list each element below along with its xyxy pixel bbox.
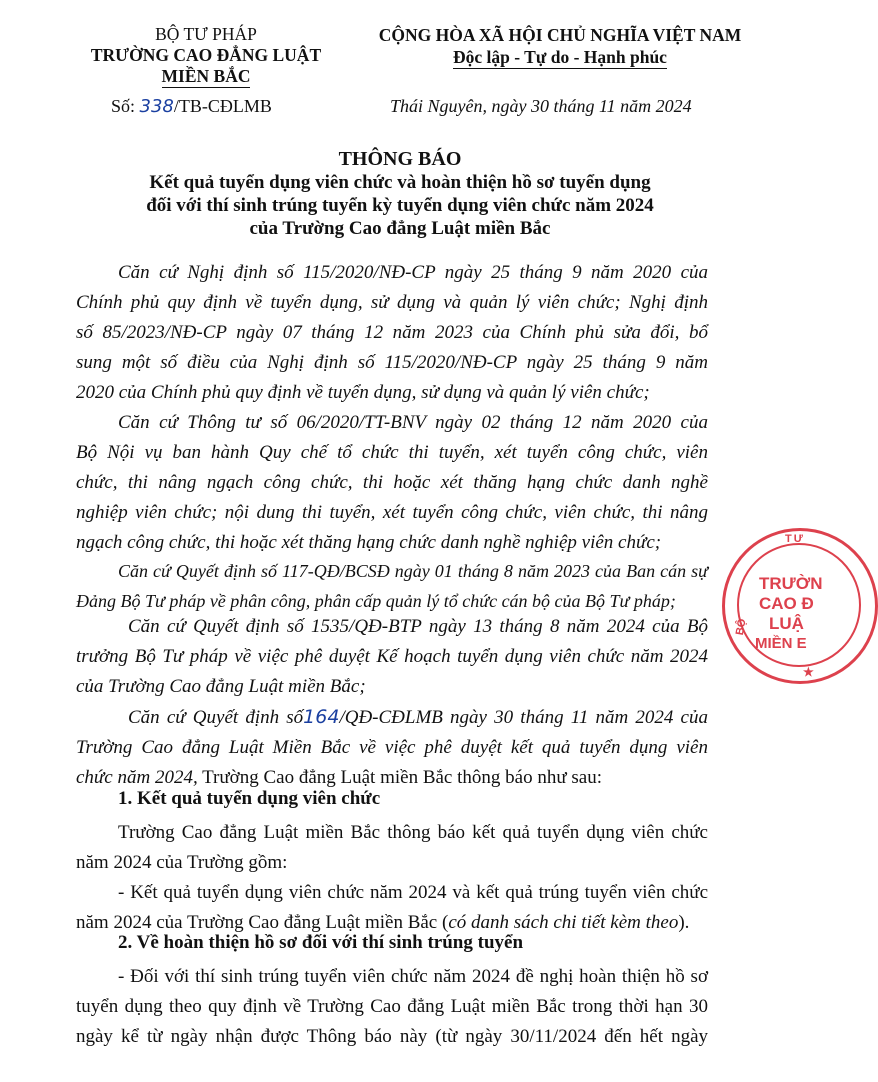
notice-subtitle-line2: đối với thí sinh trúng tuyển kỳ tuyển dụng viên chức năm 2024 (146, 195, 654, 216)
nation-name: CỘNG HÒA XÃ HỘI CHỦ NGHĨA VIỆT NAM (378, 25, 742, 45)
section2-heading: 2. Về hoàn thiện hồ sơ đối với thí sinh trúng tuyển (118, 932, 524, 953)
section1-heading: 1. Kết quả tuyển dụng viên chức (118, 788, 381, 809)
stamp-line-2: CAO Đ (759, 594, 814, 613)
motto: Độc lập - Tự do - Hạnh phúc (453, 47, 667, 67)
place-date: Thái Nguyên, ngày 30 tháng 11 năm 2024 (390, 96, 692, 116)
stamp-arc-text: TƯ (785, 533, 805, 545)
red-seal-stamp (722, 528, 878, 684)
ministry-name: BỘ TƯ PHÁP (155, 24, 257, 44)
handwritten-decision-number: 164 (303, 706, 340, 728)
school-name-line2: MIỀN BẮC (161, 66, 251, 86)
section1-paragraph-2: - Kết quả tuyển dụng viên chức năm 2024 và kết quả trúng tuyển viên chức năm 2024 của Trường Cao đẳng Luật miền Bắc (có danh sách chi tiết kèm theo). (76, 882, 708, 933)
notice-title-block (40, 148, 760, 240)
preamble-paragraph-4: Căn cứ Quyết định số 1535/QĐ-BTP ngày 13 tháng 8 năm 2024 của Bộ trưởng Bộ Tư pháp về việc phê duyệt Kế hoạch tuyển dụng viên chức năm 2024 của Trường Cao đẳng Luật miền Bắc; (76, 616, 708, 697)
stamp-line-1: TRƯỜN (759, 574, 823, 593)
preamble-paragraph-5: Căn cứ Quyết định số164/QĐ-CĐLMB ngày 30 tháng 11 năm 2024 của Trường Cao đẳng Luật Miền Bắc về việc phê duyệt kết quả tuyển dụng viên chức năm 2024, Trường Cao đẳng Luật miền Bắc thông báo như sau: (76, 706, 708, 788)
stamp-line-4: MIỀN E (755, 635, 807, 652)
preamble-paragraph-1: Căn cứ Nghị định số 115/2020/NĐ-CP ngày 25 tháng 9 năm 2020 của Chính phủ quy định về tuyển dụng, sử dụng và quản lý viên chức; Nghị định số 85/2023/NĐ-CP ngày 07 tháng 12 năm 2023 của Chính phủ sửa đổi, bổ sung một số điều của Nghị định số 115/2020/NĐ-CP ngày 25 tháng 9 năm 2020 của Chính phủ quy định về tuyển dụng, sử dụng và quản lý viên chức; (76, 262, 708, 403)
header-right-block (340, 24, 780, 69)
number-suffix: /TB-CĐLMB (173, 96, 272, 116)
notice-subtitle-line1: Kết quả tuyển dụng viên chức và hoàn thiện hồ sơ tuyển dụng (149, 172, 651, 193)
document-number (111, 96, 272, 117)
header-left-block (56, 24, 356, 88)
section2-paragraph: - Đối với thí sinh trúng tuyển viên chức năm 2024 đề nghị hoàn thiện hồ sơ tuyển dụng theo quy định về Trường Cao đẳng Luật miền Bắc trong thời hạn 30 ngày kể từ ngày nhận được Thông báo này (từ ngày 30/11/2024 đến hết ngày (76, 966, 708, 1047)
handwritten-number: 338 (139, 96, 174, 117)
stamp-line-3: LUẬ (769, 614, 804, 633)
preamble-paragraph-2: Căn cứ Thông tư số 06/2020/TT-BNV ngày 02 tháng 12 năm 2020 của Bộ Nội vụ ban hành Quy chế tổ chức thi tuyển, xét tuyển công chức, viên chức, thi nâng ngạch công chức, thi hoặc xét thăng hạng chức danh nghề nghiệp viên chức; nội dung thi tuyển, xét tuyển công chức, viên chức, thi nâng ngạch công chức, thi hoặc xét thăng hạng chức danh nghề nghiệp viên chức; (76, 412, 708, 553)
stamp-side-text: BỘ (733, 617, 749, 637)
star-icon: ★ (803, 665, 814, 679)
notice-subtitle-line3: của Trường Cao đẳng Luật miền Bắc (249, 218, 551, 239)
notice-heading: THÔNG BÁO (338, 148, 462, 170)
number-prefix: Số: (111, 96, 136, 116)
section1-paragraph-1: Trường Cao đẳng Luật miền Bắc thông báo kết quả tuyển dụng viên chức năm 2024 của Trường gồm: (76, 822, 708, 873)
preamble-paragraph-3: Căn cứ Quyết định số 117-QĐ/BCSĐ ngày 01 tháng 8 năm 2023 của Ban cán sự Đảng Bộ Tư pháp về phân công, phân cấp quản lý tổ chức cán bộ của Bộ Tư pháp; (76, 561, 708, 611)
school-name-line1: TRƯỜNG CAO ĐẲNG LUẬT (90, 45, 322, 65)
